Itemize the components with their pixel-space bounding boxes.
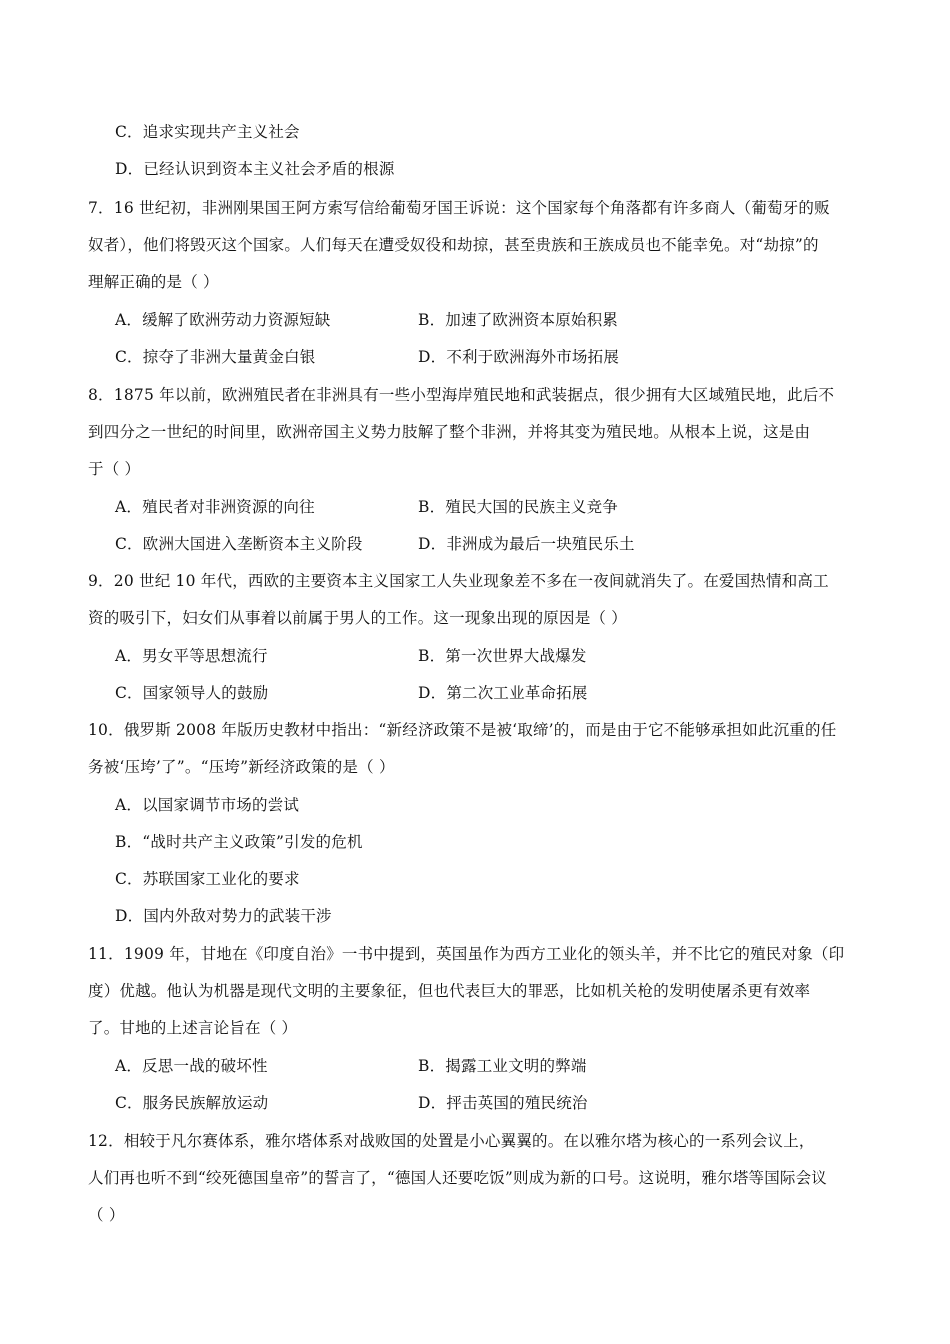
q7-stem-line-3: 理解正确的是（ ） (88, 273, 219, 291)
q8-option-b: B．殖民大国的民族主义竞争 (418, 498, 618, 516)
q7-stem-line-2: 奴者），他们将毁灭这个国家。人们每天在遭受奴役和劫掠，甚至贵族和王族成员也不能幸免。对“劫掠”的 (88, 236, 819, 254)
q8-stem-line-3: 于（ ） (88, 460, 141, 478)
q11-stem-line-1: 11．1909 年，甘地在《印度自治》一书中提到，英国虽作为西方工业化的领头羊，并不比它的殖民对象（印 (88, 945, 845, 963)
q10-stem-line-1: 10．俄罗斯 2008 年版历史教材中指出：“新经济政策不是被‘取缔’的，而是由于它不能够承担如此沉重的任 (88, 721, 837, 739)
q9-stem-line-1: 9．20 世纪 10 年代，西欧的主要资本主义国家工人失业现象差不多在一夜间就消失了。在爱国热情和高工 (88, 572, 829, 590)
q12-stem-line-3: （ ） (88, 1206, 125, 1224)
option-d-q6: D．已经认识到资本主义社会矛盾的根源 (115, 160, 395, 178)
q9-option-d: D．第二次工业革命拓展 (418, 684, 588, 702)
q7-option-d: D．不利于欧洲海外市场拓展 (418, 348, 620, 366)
q8-stem-line-2: 到四分之一世纪的时间里，欧洲帝国主义势力肢解了整个非洲，并将其变为殖民地。从根本上说，这是由 (88, 423, 811, 441)
q12-stem-line-2: 人们再也听不到“绞死德国皇帝”的誓言了，“德国人还要吃饭”则成为新的口号。这说明，雅尔塔等国际会议 (88, 1169, 827, 1187)
q10-option-b: B．“战时共产主义政策”引发的危机 (115, 833, 363, 851)
q11-option-c: C．服务民族解放运动 (115, 1094, 269, 1112)
q11-option-d: D．抨击英国的殖民统治 (418, 1094, 588, 1112)
q9-stem-line-2: 资的吸引下，妇女们从事着以前属于男人的工作。这一现象出现的原因是（ ） (88, 609, 627, 627)
q11-stem-line-2: 度）优越。他认为机器是现代文明的主要象征，但也代表巨大的罪恶，比如机关枪的发明使屠杀更有效率 (88, 982, 811, 1000)
q11-option-b: B．揭露工业文明的弊端 (418, 1057, 587, 1075)
q8-option-c: C．欧洲大国进入垄断资本主义阶段 (115, 535, 363, 553)
option-c-q6: C．追求实现共产主义社会 (115, 123, 300, 141)
q10-stem-line-2: 务被‘压垮’了”。“压垮”新经济政策的是（ ） (88, 758, 395, 776)
q10-option-d: D．国内外敌对势力的武装干涉 (115, 907, 332, 925)
q8-option-d: D．非洲成为最后一块殖民乐土 (418, 535, 635, 553)
q11-option-a: A．反思一战的破坏性 (115, 1057, 268, 1075)
q8-stem-line-1: 8．1875 年以前，欧洲殖民者在非洲具有一些小型海岸殖民地和武装据点，很少拥有大区域殖民地，此后不 (88, 386, 835, 404)
q9-option-c: C．国家领导人的鼓励 (115, 684, 269, 702)
q7-option-a: A．缓解了欧洲劳动力资源短缺 (115, 311, 331, 329)
q10-option-c: C．苏联国家工业化的要求 (115, 870, 300, 888)
q7-option-b: B．加速了欧洲资本原始积累 (418, 311, 618, 329)
q9-option-b: B．第一次世界大战爆发 (418, 647, 587, 665)
q12-stem-line-1: 12．相较于凡尔赛体系，雅尔塔体系对战败国的处置是小心翼翼的。在以雅尔塔为核心的一系列会议上， (88, 1132, 815, 1150)
q7-stem-line-1: 7．16 世纪初，非洲刚果国王阿方索写信给葡萄牙国王诉说：这个国家每个角落都有许多商人（葡萄牙的贩 (88, 199, 830, 217)
q8-option-a: A．殖民者对非洲资源的向往 (115, 498, 315, 516)
q9-option-a: A．男女平等思想流行 (115, 647, 268, 665)
q10-option-a: A．以国家调节市场的尝试 (115, 796, 300, 814)
q7-option-c: C．掠夺了非洲大量黄金白银 (115, 348, 316, 366)
q11-stem-line-3: 了。甘地的上述言论旨在（ ） (88, 1019, 298, 1037)
